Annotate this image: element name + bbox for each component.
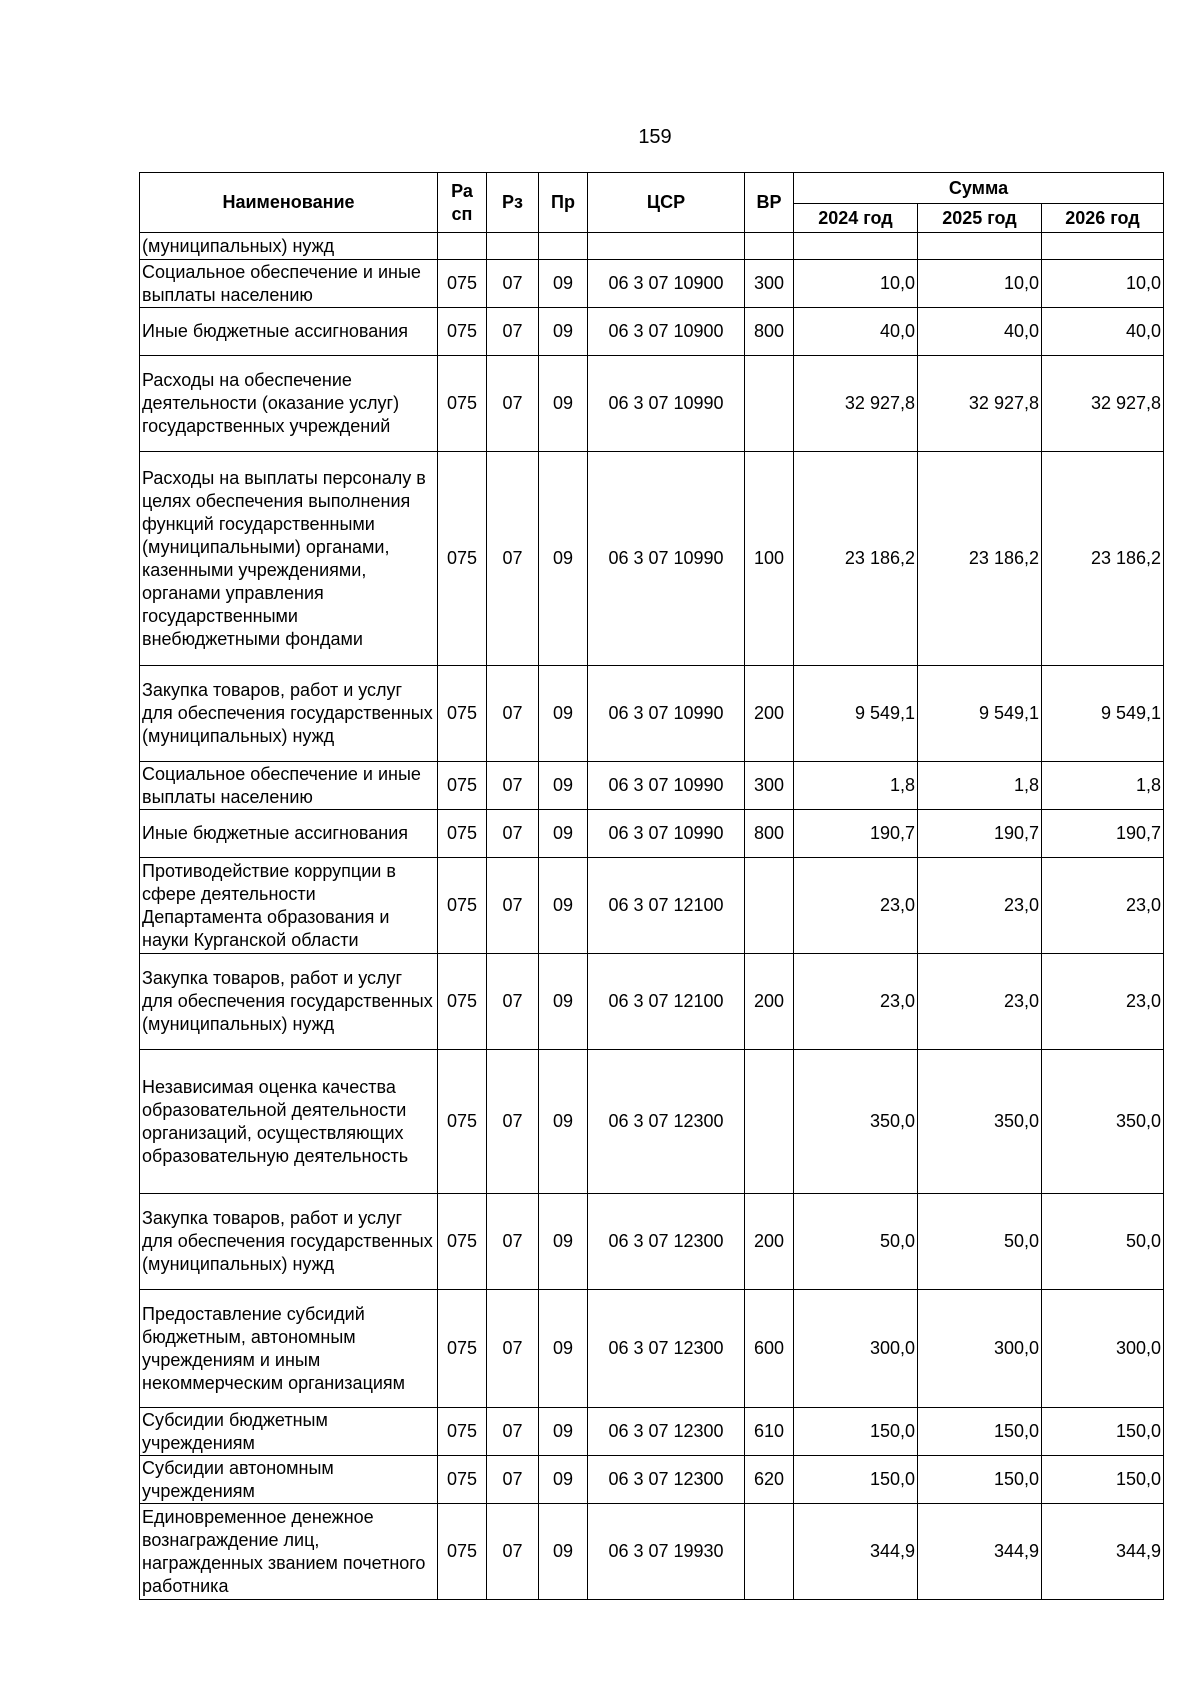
row-csr: 06 3 07 10990 [588, 356, 745, 452]
row-vr: 800 [745, 308, 794, 356]
budget-table [139, 172, 1164, 1600]
row-rasp: 075 [438, 1504, 487, 1600]
row-pr: 09 [539, 356, 588, 452]
header-name: Наименование [140, 173, 438, 233]
row-rasp: 075 [438, 954, 487, 1050]
row-csr: 06 3 07 12300 [588, 1050, 745, 1194]
row-pr: 09 [539, 1194, 588, 1290]
row-sum-2026: 1,8 [1042, 762, 1164, 810]
row-rasp [438, 233, 487, 260]
row-csr: 06 3 07 10990 [588, 666, 745, 762]
row-vr [745, 858, 794, 954]
row-sum-2026: 32 927,8 [1042, 356, 1164, 452]
table-row [140, 1408, 1164, 1456]
page-number: 159 [638, 126, 672, 148]
row-pr: 09 [539, 1456, 588, 1504]
row-rz: 07 [487, 762, 539, 810]
row-vr [745, 1050, 794, 1194]
row-sum-2024: 10,0 [794, 260, 918, 308]
table-row [140, 452, 1164, 666]
row-pr: 09 [539, 858, 588, 954]
row-name: (муниципальных) нужд [140, 233, 438, 260]
table-row [140, 762, 1164, 810]
table-body [140, 233, 1164, 1600]
row-csr: 06 3 07 12100 [588, 858, 745, 954]
row-sum-2024: 50,0 [794, 1194, 918, 1290]
row-csr: 06 3 07 10900 [588, 260, 745, 308]
row-sum-2026: 50,0 [1042, 1194, 1164, 1290]
row-sum-2024: 150,0 [794, 1408, 918, 1456]
row-sum-2024: 190,7 [794, 810, 918, 858]
row-rz: 07 [487, 1050, 539, 1194]
table-row [140, 666, 1164, 762]
row-sum-2025: 50,0 [918, 1194, 1042, 1290]
row-sum-2025: 190,7 [918, 810, 1042, 858]
row-rasp: 075 [438, 762, 487, 810]
row-name: Расходы на обеспечение деятельности (оказание услуг) государственных учреждений [140, 356, 438, 452]
row-rz: 07 [487, 1456, 539, 1504]
row-csr: 06 3 07 10990 [588, 762, 745, 810]
table-row [140, 1456, 1164, 1504]
row-sum-2025: 150,0 [918, 1408, 1042, 1456]
row-pr: 09 [539, 1408, 588, 1456]
row-sum-2024: 300,0 [794, 1290, 918, 1408]
row-csr: 06 3 07 12300 [588, 1194, 745, 1290]
row-sum-2026: 190,7 [1042, 810, 1164, 858]
row-sum-2024: 23,0 [794, 858, 918, 954]
row-rasp: 075 [438, 1456, 487, 1504]
row-sum-2025: 300,0 [918, 1290, 1042, 1408]
row-csr: 06 3 07 12100 [588, 954, 745, 1050]
row-vr: 600 [745, 1290, 794, 1408]
table-row [140, 356, 1164, 452]
row-sum-2025: 32 927,8 [918, 356, 1042, 452]
row-sum-2025 [918, 233, 1042, 260]
row-sum-2025: 350,0 [918, 1050, 1042, 1194]
row-rz: 07 [487, 666, 539, 762]
row-rz: 07 [487, 260, 539, 308]
row-pr: 09 [539, 666, 588, 762]
row-pr: 09 [539, 1290, 588, 1408]
row-sum-2026: 23 186,2 [1042, 452, 1164, 666]
row-vr [745, 233, 794, 260]
header-rasp: Ра сп [438, 173, 487, 233]
row-sum-2025: 1,8 [918, 762, 1042, 810]
row-rz: 07 [487, 954, 539, 1050]
row-pr: 09 [539, 954, 588, 1050]
row-csr: 06 3 07 12300 [588, 1408, 745, 1456]
row-csr: 06 3 07 12300 [588, 1290, 745, 1408]
row-sum-2025: 23,0 [918, 954, 1042, 1050]
row-rz: 07 [487, 858, 539, 954]
row-sum-2024: 150,0 [794, 1456, 918, 1504]
row-sum-2024: 9 549,1 [794, 666, 918, 762]
row-rz: 07 [487, 308, 539, 356]
row-rasp: 075 [438, 308, 487, 356]
row-sum-2024: 23,0 [794, 954, 918, 1050]
table-row [140, 954, 1164, 1050]
row-pr: 09 [539, 260, 588, 308]
row-vr: 800 [745, 810, 794, 858]
row-vr: 610 [745, 1408, 794, 1456]
row-vr: 100 [745, 452, 794, 666]
row-sum-2026: 23,0 [1042, 954, 1164, 1050]
row-sum-2026: 350,0 [1042, 1050, 1164, 1194]
header-csr: ЦСР [588, 173, 745, 233]
row-sum-2025: 23 186,2 [918, 452, 1042, 666]
row-vr: 200 [745, 1194, 794, 1290]
row-pr: 09 [539, 762, 588, 810]
row-name: Иные бюджетные ассигнования [140, 810, 438, 858]
row-pr: 09 [539, 1504, 588, 1600]
row-sum-2026: 150,0 [1042, 1408, 1164, 1456]
row-sum-2024: 23 186,2 [794, 452, 918, 666]
table-row [140, 233, 1164, 260]
row-sum-2024: 1,8 [794, 762, 918, 810]
table-row [140, 260, 1164, 308]
table-row [140, 1504, 1164, 1600]
row-pr: 09 [539, 810, 588, 858]
row-name: Социальное обеспечение и иные выплаты населению [140, 260, 438, 308]
table-row [140, 858, 1164, 954]
row-name: Предоставление субсидий бюджетным, автономным учреждениям и иным некоммерческим организациям [140, 1290, 438, 1408]
row-csr: 06 3 07 10900 [588, 308, 745, 356]
row-sum-2026 [1042, 233, 1164, 260]
row-sum-2024: 32 927,8 [794, 356, 918, 452]
row-csr: 06 3 07 10990 [588, 452, 745, 666]
row-csr: 06 3 07 12300 [588, 1456, 745, 1504]
row-sum-2024 [794, 233, 918, 260]
header-year-2026: 2026 год [1042, 204, 1164, 233]
row-vr: 300 [745, 762, 794, 810]
row-rasp: 075 [438, 356, 487, 452]
row-sum-2025: 150,0 [918, 1456, 1042, 1504]
row-sum-2024: 350,0 [794, 1050, 918, 1194]
row-sum-2025: 10,0 [918, 260, 1042, 308]
row-sum-2024: 40,0 [794, 308, 918, 356]
header-year-2025: 2025 год [918, 204, 1042, 233]
header-rz: Рз [487, 173, 539, 233]
row-sum-2026: 300,0 [1042, 1290, 1164, 1408]
row-rz: 07 [487, 810, 539, 858]
table-row [140, 810, 1164, 858]
row-csr [588, 233, 745, 260]
row-rz: 07 [487, 1290, 539, 1408]
table-row [140, 1050, 1164, 1194]
table-row [140, 1194, 1164, 1290]
row-rasp: 075 [438, 452, 487, 666]
row-vr: 620 [745, 1456, 794, 1504]
row-sum-2025: 40,0 [918, 308, 1042, 356]
row-name: Закупка товаров, работ и услуг для обеспечения государственных (муниципальных) нужд [140, 954, 438, 1050]
row-sum-2025: 344,9 [918, 1504, 1042, 1600]
table-row [140, 308, 1164, 356]
row-sum-2024: 344,9 [794, 1504, 918, 1600]
row-name: Противодействие коррупции в сфере деятельности Департамента образования и науки Курганской области [140, 858, 438, 954]
row-vr [745, 1504, 794, 1600]
row-vr: 200 [745, 954, 794, 1050]
row-csr: 06 3 07 19930 [588, 1504, 745, 1600]
row-pr: 09 [539, 1050, 588, 1194]
row-rz: 07 [487, 452, 539, 666]
row-rasp: 075 [438, 1050, 487, 1194]
row-sum-2026: 344,9 [1042, 1504, 1164, 1600]
row-pr: 09 [539, 308, 588, 356]
row-csr: 06 3 07 10990 [588, 810, 745, 858]
row-name: Иные бюджетные ассигнования [140, 308, 438, 356]
row-rasp: 075 [438, 810, 487, 858]
row-name: Закупка товаров, работ и услуг для обеспечения государственных (муниципальных) нужд [140, 1194, 438, 1290]
row-name: Субсидии бюджетным учреждениям [140, 1408, 438, 1456]
row-vr: 300 [745, 260, 794, 308]
row-name: Расходы на выплаты персоналу в целях обеспечения выполнения функций государственными (муниципальными) органами, казенными учреждениями, органами управления государственными внебюджетными фондами [140, 452, 438, 666]
row-name: Независимая оценка качества образовательной деятельности организаций, осуществляющих образовательную деятельность [140, 1050, 438, 1194]
header-vr: ВР [745, 173, 794, 233]
row-rz: 07 [487, 1194, 539, 1290]
row-rz: 07 [487, 1504, 539, 1600]
row-sum-2025: 23,0 [918, 858, 1042, 954]
row-rasp: 075 [438, 1194, 487, 1290]
row-name: Закупка товаров, работ и услуг для обеспечения государственных (муниципальных) нужд [140, 666, 438, 762]
row-rz: 07 [487, 1408, 539, 1456]
row-rasp: 075 [438, 1290, 487, 1408]
row-sum-2026: 9 549,1 [1042, 666, 1164, 762]
row-name: Субсидии автономным учреждениям [140, 1456, 438, 1504]
row-rasp: 075 [438, 1408, 487, 1456]
header-sum: Сумма [794, 173, 1164, 204]
table-row [140, 1290, 1164, 1408]
row-pr [539, 233, 588, 260]
table-header [140, 173, 1164, 233]
row-rz [487, 233, 539, 260]
row-sum-2026: 40,0 [1042, 308, 1164, 356]
header-year-2024: 2024 год [794, 204, 918, 233]
row-rz: 07 [487, 356, 539, 452]
row-name: Социальное обеспечение и иные выплаты населению [140, 762, 438, 810]
row-vr: 200 [745, 666, 794, 762]
row-rasp: 075 [438, 260, 487, 308]
row-sum-2025: 9 549,1 [918, 666, 1042, 762]
row-rasp: 075 [438, 858, 487, 954]
row-name: Единовременное денежное вознаграждение лиц, награжденных званием почетного работника [140, 1504, 438, 1600]
row-sum-2026: 150,0 [1042, 1456, 1164, 1504]
row-vr [745, 356, 794, 452]
header-pr: Пр [539, 173, 588, 233]
row-rasp: 075 [438, 666, 487, 762]
row-sum-2026: 10,0 [1042, 260, 1164, 308]
row-sum-2026: 23,0 [1042, 858, 1164, 954]
row-pr: 09 [539, 452, 588, 666]
